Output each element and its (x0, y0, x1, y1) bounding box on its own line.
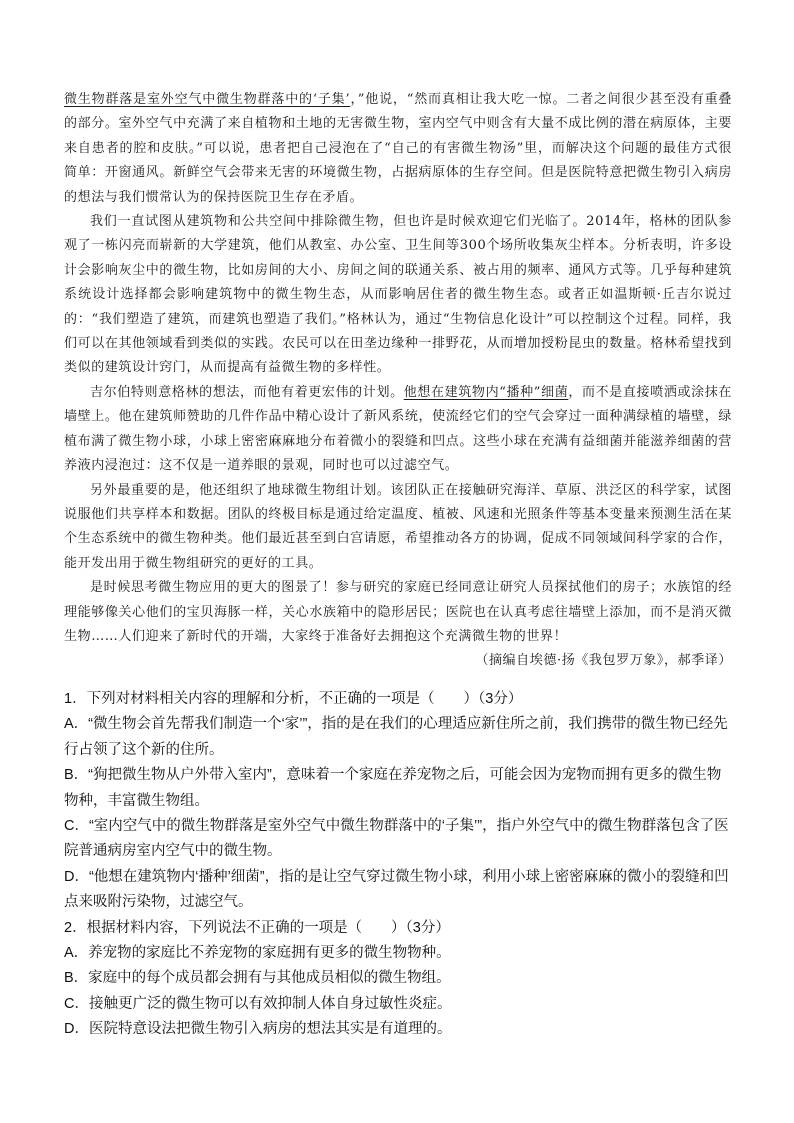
question-1-option-b: B．“狗把微生物从户外带入室内”，意味着一个家庭在养宠物之后，可能会因为宠物而拥有更多的微生物物种，丰富微生物组。 (64, 767, 722, 809)
question-2-stem: 2．根据材料内容，下列说法不正确的一项是（ ）（3分） (64, 919, 450, 936)
passage-paragraph-1 (64, 88, 732, 210)
passage-paragraph-2: 我们一直试图从建筑物和公共空间中排除微生物，但也许是时候欢迎它们光临了。2014年，格林的团队参观了一栋闪亮而崭新的大学建筑，他们从教室、办公室、卫生间等300个场所收集灰尘样本。分析表明，许多设计会影响灰尘中的微生物，比如房间的大小、房间之间的联通关系、被占用的频率、通风方式等。几乎每种建筑系统设计选择都会影响建筑物中的微生物生态，从而影响居住者的微生物生态。或者正如温斯顿·丘吉尔说过的：“我们塑造了建筑，而建筑也塑造了我们。”格林认为，通过“生物信息化设计”可以控制这个过程。同样，我们可以在其他领域看到类似的实践。农民可以在田垄边缘种一排野花，从而增加授粉昆虫的数量。格林希望找到类似的建筑设计窍门，从而提高有益微生物的多样性。 (64, 214, 732, 376)
paragraph-text: 吉尔伯特则意格林的想法，而他有着更宏伟的计划。 (90, 384, 404, 400)
passage-paragraph-4: 另外最重要的是，他还组织了地球微生物组计划。该团队正在接触研究海洋、草原、洪泛区的科学家，试图说服他们共享样本和数据。团队的终极目标是通过给定温度、植被、风速和光照条件等基本变量来预测生活在某个生态系统中的微生物种类。他们最近甚至到白宫请愿，希望推动各方的协调，促成不同领域间科学家的合作，能开发出用于微生物组研究的更好的工具。 (64, 482, 732, 571)
question-1-option-a: A．“微生物会首先帮我们制造一个‘家’”，指的是在我们的心理适应新住所之前，我们携带的微生物已经先行占领了这个新的住所。 (64, 716, 728, 758)
passage-paragraph-3 (64, 381, 732, 479)
passage-paragraph-5: 是时候思考微生物应用的更大的图景了！参与研究的家庭已经同意让研究人员探拭他们的房子；水族馆的经理能够像关心他们的宝贝海豚一样，关心水族箱中的隐形居民；医院也在认真考虑往墙壁上添加，而不是消灭微生物……人们迎来了新时代的开端，大家终于准备好去拥抱这个充满微生物的世界！ (64, 580, 732, 644)
question-2-option-b: B．家庭中的每个成员都会拥有与其他成员相似的微生物组。 (64, 970, 451, 987)
paragraph-text: ，而不是直接喷洒或涂抹在墙壁上。他在建筑师赞助的几件作品中精心设计了新风系统，使流经它们的空气会穿过一面种满绿植的墙壁，绿植布满了微生物小球，小球上密密麻麻地分布着微小的裂缝和凹点。这些小球在充满有益细菌并能滋养细菌的营养液内浸泡过：这不仅是一道养眼的景观，同时也可以过滤空气。 (64, 384, 733, 474)
question-1-option-d: D．“他想在建筑物内‘播种’细菌”，指的是让空气穿过微生物小球，利用小球上密密麻麻的微小的裂缝和凹点来吸附污染物，过滤空气。 (64, 868, 729, 911)
question-2-option-a: A．养宠物的家庭比不养宠物的家庭拥有更多的微生物物种。 (64, 945, 451, 962)
question-2-option-c: C．接触更广泛的微生物可以有效抑制人体自身过敏性炎症。 (64, 995, 452, 1012)
question-1-stem: 1．下列对材料相关内容的理解和分析，不正确的一项是（ ）（3分） (64, 691, 523, 707)
underlined-quote: 微生物群落是室外空气中微生物群落中的‘子集’ (64, 92, 351, 107)
question-1-option-c: C．“室内空气中的微生物群落是室外空气中微生物群落中的‘子集’”，指户外空气中的微生物群落包含了医院普通病房室内空气中的微生物。 (64, 818, 729, 860)
paragraph-text: ，”他说，“然而真相让我大吃一惊。二者之间很少甚至没有重叠的部分。室外空气中充满了来自植物和土地的无害微生物，室内空气中则含有大量不成比例的潜在病原体，主要来自患者的腔和皮肤。”可以说，患者把自己浸泡在了“自己的有害微生物汤”里，而解决这个问题的最佳方式很简单：开窗通风。新鲜空气会带来无害的环境微生物，占据病原体的生存空间。但是医院特意把微生物引入病房的想法与我们惯常认为的保持医院卫生存在矛盾。 (64, 92, 732, 205)
questions-section (64, 687, 732, 1043)
question-2-option-d: D．医院特意设法把微生物引入病房的想法其实是有道理的。 (64, 1021, 452, 1038)
source-citation: （摘编自埃德·扬《我包罗万象》，郝季译） (475, 653, 732, 669)
reading-passage (64, 88, 732, 674)
underlined-quote: 他想在建筑物内“播种”细菌 (403, 384, 569, 400)
